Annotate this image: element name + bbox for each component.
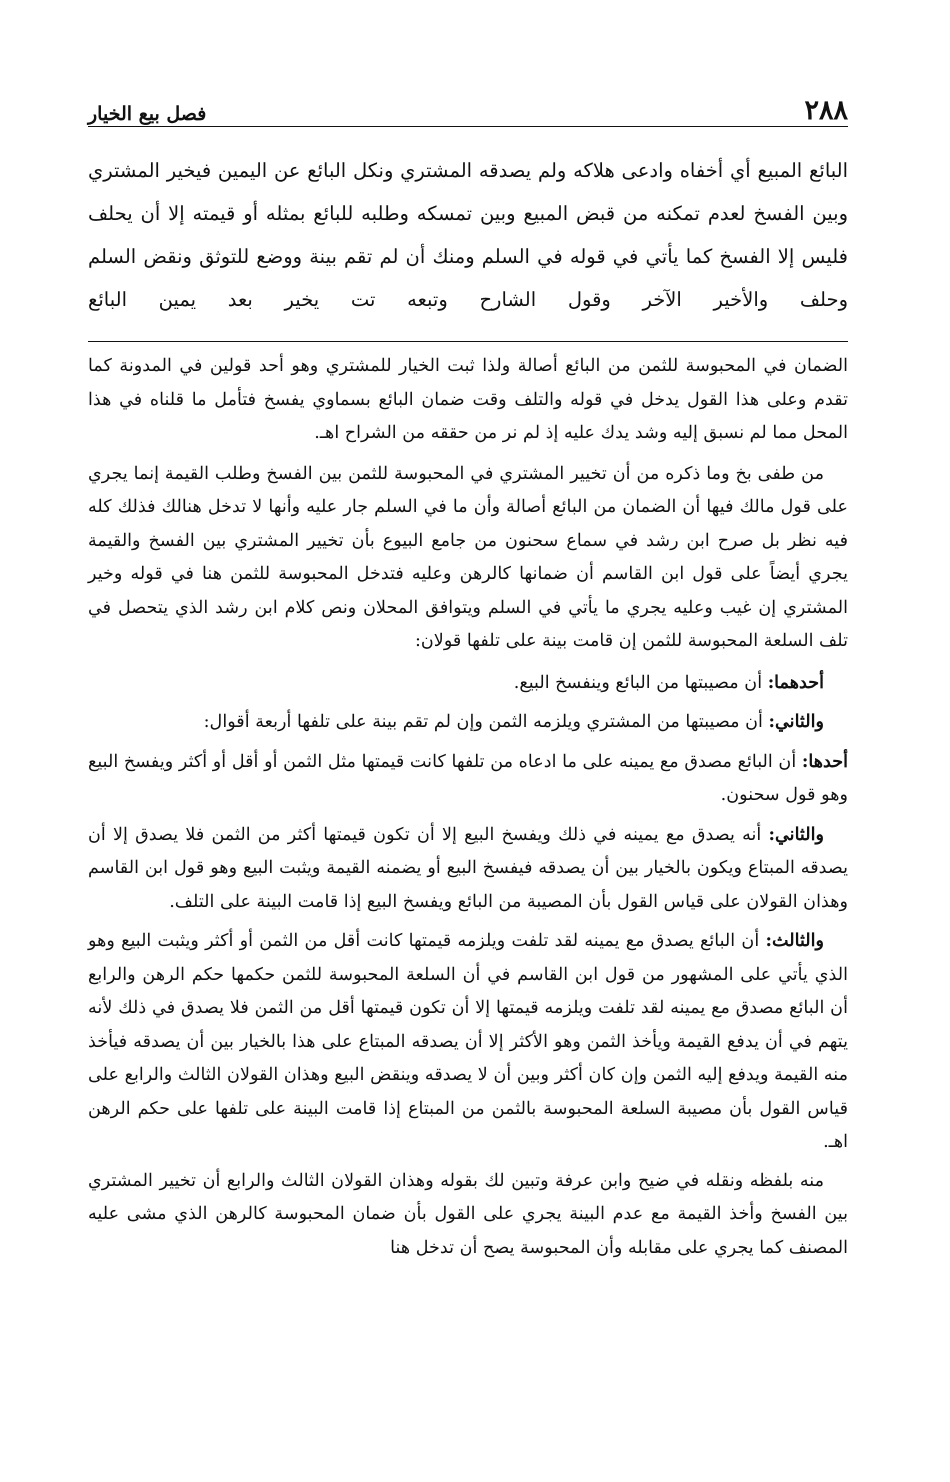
list-item	[88, 666, 848, 701]
running-title: فصل بيع الخيار	[88, 103, 207, 125]
item-text: أن البائع مصدق مع يمينه على ما ادعاه من تلفها كانت قيمتها مثل الثمن أو أقل أو أكثر ويفسخ البيع وهو قول سحنون.	[88, 751, 848, 805]
item-text: أن مصيبتها من البائع وينفسخ البيع.	[513, 672, 768, 693]
list-item	[88, 745, 848, 813]
item-text: أن مصيبتها من المشتري ويلزمه الثمن وإن لم تقم بينة على تلفها أربعة أقوال:	[203, 712, 769, 732]
item-text: أنه يصدق مع يمينه في ذلك ويفسخ البيع إلا أن تكون قيمتها أكثر من الثمن فلا يصدق إلا أن يصدقه المبتاع ويكون بالخيار بين أن يصدقه فيفسخ البيع أو يضمنه القيمة ويثبت البيع وهو قول ابن القاسم وهذان القولان على قياس القول بأن المصيبة من البائع ويفسخ البيع إذا قامت البينة على التلف.	[88, 824, 848, 912]
page-number: ٢٨٨	[804, 95, 848, 126]
item-label: والثاني:	[768, 823, 824, 845]
main-text: البائع المبيع أي أخفاه وادعى هلاكه ولم يصدقه المشتري ونكل البائع عن اليمين فيخير المشتري وبين الفسخ لعدم تمكنه من قبض المبيع وبين تمسكه وطلبه للبائع بمثله أو قيمته إلا أن يحلف فليس إلا الفسخ كما يأتي في قوله في السلم ومنك أن لم تقم بينة ووضع للتوثق ونقض السلم وحلف والأخير الآخر وقول الشارح وتبعه تت يخير بعد يمين البائع	[88, 159, 848, 311]
page-header	[88, 84, 848, 127]
commentary-paragraph: منه بلفظه ونقله في ضيح وابن عرفة وتبين لك بقوله وهذان القولان الثالث والرابع أن تخيير المشتري بين الفسخ وأخذ القيمة مع عدم البينة يجري على القول بأن ضمان المحبوسة كالرهن الذي مشى عليه المصنف كما يجري على مقابله وأن المحبوسة يصح أن تدخل هنا	[88, 1170, 848, 1258]
commentary-paragraph: الضمان في المحبوسة للثمن من البائع أصالة ولذا ثبت الخيار للمشتري وهو أحد قولين في المدونة كما تقدم وعلى هذا القول يدخل في قوله والتلف وقت ضمان البائع بسماوي يفسخ فتأمل ما قلناه في هذا المحل مما لم نسبق إليه وشد يدك عليه إذ لم نر من حققه من الشراح اهـ.	[88, 356, 848, 443]
item-label: أحدها:	[801, 750, 848, 772]
list-item	[88, 818, 848, 920]
footnote-divider	[88, 341, 848, 342]
item-label: والثاني:	[768, 711, 824, 732]
item-text: أن البائع يصدق مع يمينه لقد تلفت ويلزمه قيمتها كانت أقل من الثمن أو أكثر ويثبت البيع وهو الذي يأتي على المشهور من قول ابن القاسم في أن السلعة المحبوسة للثمن حكمها حكم الرهن والرابع أن البائع مصدق مع يمينه لقد تلفت ويلزمه قيمتها إلا أن تكون قيمتها أقل من الثمن فلا يصدق في ذلك لأنه يتهم في أن يدفع القيمة ويأخذ الثمن وهو الأكثر إلا أن يصدقه المبتاع على هذا بالخيار بين أن يصدقه فيأخذ منه القيمة ويدفع إليه الثمن وإن كان أكثر وبين أن لا يصدقه وينقض البيع وهذان القولان الثالث والرابع على قياس القول بأن مصيبة السلعة المحبوسة بالثمن من المبتاع إذا قامت البينة على تلفها على حكم الرهن اهـ.	[88, 931, 848, 1152]
commentary-paragraph: من طفى بخ وما ذكره من أن تخيير المشتري في المحبوسة للثمن بين الفسخ وطلب القيمة إنما يجري على قول مالك فيها أن الضمان من البائع أصالة وأن ما في السلم جار عليه وأنها لا تدخل هنالك فذلك كله فيه نظر بل صرح ابن رشد في سماع سحنون من جامع البيوع بأن تخيير المشتري بين الفسخ والقيمة يجري أيضاً على قول ابن القاسم أن ضمانها كالرهن وعليه فتدخل المحبوسة للثمن هنا في قوله وخير المشتري إن غيب وعليه يجري ما يأتي في السلم ويتوافق المحلان ونص كلام ابن رشد الذي يتحصل في تلف السلعة المحبوسة للثمن إن قامت بينة على تلفها قولان:	[88, 463, 848, 651]
commentary	[88, 350, 848, 1265]
page	[88, 84, 848, 1272]
list-item	[88, 705, 848, 740]
item-label: أحدهما:	[767, 671, 824, 693]
item-label: والثالث:	[765, 930, 824, 951]
list-item	[88, 924, 848, 1160]
